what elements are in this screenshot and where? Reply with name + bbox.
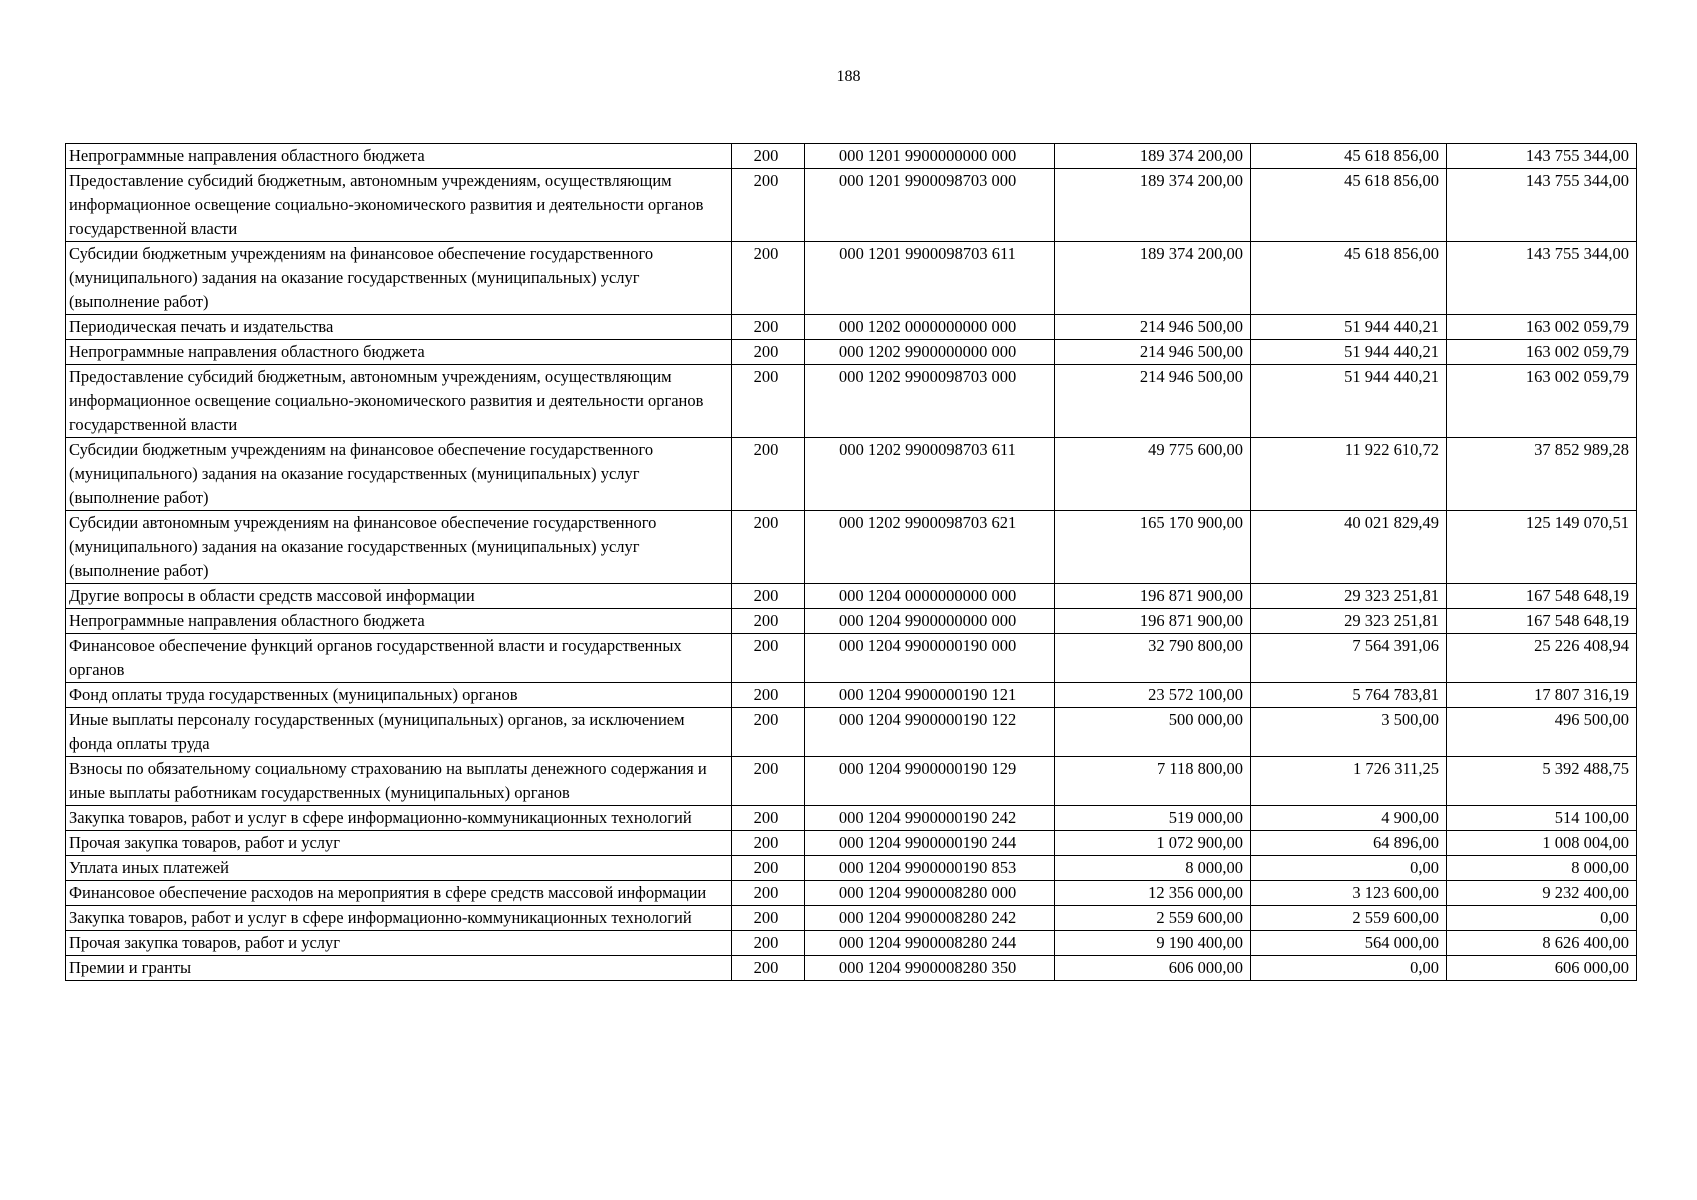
row-name-cell: Премии и гранты xyxy=(66,956,732,981)
row-approved-cell: 165 170 900,00 xyxy=(1055,511,1251,584)
table-row xyxy=(66,757,1637,806)
table-row xyxy=(66,831,1637,856)
row-unexecuted-cell: 163 002 059,79 xyxy=(1447,340,1637,365)
row-executed-cell: 7 564 391,06 xyxy=(1251,634,1447,683)
row-classification-cell: 000 1204 9900000190 129 xyxy=(805,757,1055,806)
row-approved-cell: 9 190 400,00 xyxy=(1055,931,1251,956)
row-classification-cell: 000 1204 9900008280 350 xyxy=(805,956,1055,981)
budget-table-body xyxy=(66,144,1637,981)
row-classification-cell: 000 1204 9900008280 242 xyxy=(805,906,1055,931)
table-row xyxy=(66,881,1637,906)
row-code-cell: 200 xyxy=(732,609,805,634)
row-executed-cell: 564 000,00 xyxy=(1251,931,1447,956)
row-name-cell: Непрограммные направления областного бюджета xyxy=(66,144,732,169)
row-executed-cell: 40 021 829,49 xyxy=(1251,511,1447,584)
row-executed-cell: 45 618 856,00 xyxy=(1251,169,1447,242)
row-executed-cell: 0,00 xyxy=(1251,856,1447,881)
row-classification-cell: 000 1204 0000000000 000 xyxy=(805,584,1055,609)
row-unexecuted-cell: 8 626 400,00 xyxy=(1447,931,1637,956)
row-executed-cell: 0,00 xyxy=(1251,956,1447,981)
row-unexecuted-cell: 0,00 xyxy=(1447,906,1637,931)
row-classification-cell: 000 1201 9900098703 000 xyxy=(805,169,1055,242)
budget-table xyxy=(65,143,1637,981)
row-executed-cell: 51 944 440,21 xyxy=(1251,340,1447,365)
row-executed-cell: 5 764 783,81 xyxy=(1251,683,1447,708)
row-name-cell: Периодическая печать и издательства xyxy=(66,315,732,340)
row-unexecuted-cell: 143 755 344,00 xyxy=(1447,169,1637,242)
row-name-cell: Закупка товаров, работ и услуг в сфере информационно-коммуникационных технологий xyxy=(66,806,732,831)
row-unexecuted-cell: 163 002 059,79 xyxy=(1447,365,1637,438)
row-approved-cell: 1 072 900,00 xyxy=(1055,831,1251,856)
row-unexecuted-cell: 37 852 989,28 xyxy=(1447,438,1637,511)
row-approved-cell: 196 871 900,00 xyxy=(1055,584,1251,609)
row-unexecuted-cell: 25 226 408,94 xyxy=(1447,634,1637,683)
row-approved-cell: 500 000,00 xyxy=(1055,708,1251,757)
row-approved-cell: 2 559 600,00 xyxy=(1055,906,1251,931)
row-name-cell: Предоставление субсидий бюджетным, автономным учреждениям, осуществляющим информационное освещение социально-экономического развития и деятельности органов государственной власти xyxy=(66,169,732,242)
row-approved-cell: 189 374 200,00 xyxy=(1055,242,1251,315)
row-executed-cell: 29 323 251,81 xyxy=(1251,609,1447,634)
row-classification-cell: 000 1202 9900000000 000 xyxy=(805,340,1055,365)
table-row xyxy=(66,856,1637,881)
row-code-cell: 200 xyxy=(732,584,805,609)
table-row xyxy=(66,634,1637,683)
row-name-cell: Финансовое обеспечение расходов на мероприятия в сфере средств массовой информации xyxy=(66,881,732,906)
row-classification-cell: 000 1202 9900098703 611 xyxy=(805,438,1055,511)
row-approved-cell: 214 946 500,00 xyxy=(1055,365,1251,438)
row-name-cell: Взносы по обязательному социальному страхованию на выплаты денежного содержания и иные выплаты работникам государственных (муниципальных) органов xyxy=(66,757,732,806)
row-approved-cell: 519 000,00 xyxy=(1055,806,1251,831)
row-name-cell: Иные выплаты персоналу государственных (муниципальных) органов, за исключением фонда оплаты труда xyxy=(66,708,732,757)
table-row xyxy=(66,708,1637,757)
row-approved-cell: 189 374 200,00 xyxy=(1055,144,1251,169)
row-unexecuted-cell: 496 500,00 xyxy=(1447,708,1637,757)
row-name-cell: Закупка товаров, работ и услуг в сфере информационно-коммуникационных технологий xyxy=(66,906,732,931)
row-executed-cell: 51 944 440,21 xyxy=(1251,315,1447,340)
row-unexecuted-cell: 9 232 400,00 xyxy=(1447,881,1637,906)
row-approved-cell: 23 572 100,00 xyxy=(1055,683,1251,708)
row-approved-cell: 8 000,00 xyxy=(1055,856,1251,881)
row-code-cell: 200 xyxy=(732,708,805,757)
row-unexecuted-cell: 606 000,00 xyxy=(1447,956,1637,981)
row-code-cell: 200 xyxy=(732,856,805,881)
table-row xyxy=(66,242,1637,315)
row-approved-cell: 606 000,00 xyxy=(1055,956,1251,981)
row-classification-cell: 000 1204 9900000190 000 xyxy=(805,634,1055,683)
table-row xyxy=(66,931,1637,956)
row-classification-cell: 000 1202 9900098703 621 xyxy=(805,511,1055,584)
row-name-cell: Прочая закупка товаров, работ и услуг xyxy=(66,831,732,856)
table-row xyxy=(66,511,1637,584)
row-name-cell: Уплата иных платежей xyxy=(66,856,732,881)
table-row xyxy=(66,584,1637,609)
row-executed-cell: 2 559 600,00 xyxy=(1251,906,1447,931)
row-code-cell: 200 xyxy=(732,634,805,683)
row-unexecuted-cell: 17 807 316,19 xyxy=(1447,683,1637,708)
table-row xyxy=(66,806,1637,831)
row-unexecuted-cell: 143 755 344,00 xyxy=(1447,144,1637,169)
row-classification-cell: 000 1204 9900000190 121 xyxy=(805,683,1055,708)
row-code-cell: 200 xyxy=(732,340,805,365)
row-code-cell: 200 xyxy=(732,956,805,981)
row-code-cell: 200 xyxy=(732,831,805,856)
row-code-cell: 200 xyxy=(732,365,805,438)
row-code-cell: 200 xyxy=(732,438,805,511)
table-row xyxy=(66,315,1637,340)
row-approved-cell: 214 946 500,00 xyxy=(1055,340,1251,365)
row-classification-cell: 000 1202 9900098703 000 xyxy=(805,365,1055,438)
table-row xyxy=(66,956,1637,981)
row-unexecuted-cell: 163 002 059,79 xyxy=(1447,315,1637,340)
row-unexecuted-cell: 143 755 344,00 xyxy=(1447,242,1637,315)
row-name-cell: Предоставление субсидий бюджетным, автономным учреждениям, осуществляющим информационное освещение социально-экономического развития и деятельности органов государственной власти xyxy=(66,365,732,438)
table-row xyxy=(66,144,1637,169)
row-name-cell: Финансовое обеспечение функций органов государственной власти и государственных органов xyxy=(66,634,732,683)
row-classification-cell: 000 1202 0000000000 000 xyxy=(805,315,1055,340)
row-code-cell: 200 xyxy=(732,242,805,315)
row-name-cell: Непрограммные направления областного бюджета xyxy=(66,609,732,634)
row-approved-cell: 32 790 800,00 xyxy=(1055,634,1251,683)
row-name-cell: Непрограммные направления областного бюджета xyxy=(66,340,732,365)
row-approved-cell: 196 871 900,00 xyxy=(1055,609,1251,634)
table-row xyxy=(66,609,1637,634)
row-code-cell: 200 xyxy=(732,511,805,584)
row-executed-cell: 3 123 600,00 xyxy=(1251,881,1447,906)
row-code-cell: 200 xyxy=(732,757,805,806)
row-code-cell: 200 xyxy=(732,315,805,340)
row-unexecuted-cell: 167 548 648,19 xyxy=(1447,609,1637,634)
row-code-cell: 200 xyxy=(732,931,805,956)
row-code-cell: 200 xyxy=(732,144,805,169)
row-executed-cell: 4 900,00 xyxy=(1251,806,1447,831)
row-code-cell: 200 xyxy=(732,169,805,242)
row-name-cell: Фонд оплаты труда государственных (муниципальных) органов xyxy=(66,683,732,708)
row-executed-cell: 45 618 856,00 xyxy=(1251,242,1447,315)
row-executed-cell: 51 944 440,21 xyxy=(1251,365,1447,438)
row-unexecuted-cell: 167 548 648,19 xyxy=(1447,584,1637,609)
row-name-cell: Другие вопросы в области средств массовой информации xyxy=(66,584,732,609)
table-row xyxy=(66,365,1637,438)
table-row xyxy=(66,906,1637,931)
row-classification-cell: 000 1204 9900000190 122 xyxy=(805,708,1055,757)
row-classification-cell: 000 1201 9900000000 000 xyxy=(805,144,1055,169)
row-executed-cell: 11 922 610,72 xyxy=(1251,438,1447,511)
row-name-cell: Субсидии бюджетным учреждениям на финансовое обеспечение государственного (муниципального) задания на оказание государственных (муниципальных) услуг (выполнение работ) xyxy=(66,438,732,511)
row-unexecuted-cell: 1 008 004,00 xyxy=(1447,831,1637,856)
row-unexecuted-cell: 125 149 070,51 xyxy=(1447,511,1637,584)
page-number: 188 xyxy=(836,68,861,85)
row-code-cell: 200 xyxy=(732,881,805,906)
row-executed-cell: 3 500,00 xyxy=(1251,708,1447,757)
row-classification-cell: 000 1204 9900008280 000 xyxy=(805,881,1055,906)
table-row xyxy=(66,169,1637,242)
row-code-cell: 200 xyxy=(732,806,805,831)
table-row xyxy=(66,438,1637,511)
row-name-cell: Субсидии автономным учреждениям на финансовое обеспечение государственного (муниципального) задания на оказание государственных (муниципальных) услуг (выполнение работ) xyxy=(66,511,732,584)
table-row xyxy=(66,683,1637,708)
row-approved-cell: 214 946 500,00 xyxy=(1055,315,1251,340)
row-executed-cell: 45 618 856,00 xyxy=(1251,144,1447,169)
row-name-cell: Прочая закупка товаров, работ и услуг xyxy=(66,931,732,956)
row-code-cell: 200 xyxy=(732,683,805,708)
row-executed-cell: 1 726 311,25 xyxy=(1251,757,1447,806)
row-executed-cell: 64 896,00 xyxy=(1251,831,1447,856)
row-classification-cell: 000 1204 9900000000 000 xyxy=(805,609,1055,634)
row-unexecuted-cell: 514 100,00 xyxy=(1447,806,1637,831)
row-classification-cell: 000 1201 9900098703 611 xyxy=(805,242,1055,315)
row-unexecuted-cell: 5 392 488,75 xyxy=(1447,757,1637,806)
table-row xyxy=(66,340,1637,365)
row-approved-cell: 12 356 000,00 xyxy=(1055,881,1251,906)
row-classification-cell: 000 1204 9900008280 244 xyxy=(805,931,1055,956)
row-classification-cell: 000 1204 9900000190 244 xyxy=(805,831,1055,856)
row-unexecuted-cell: 8 000,00 xyxy=(1447,856,1637,881)
row-executed-cell: 29 323 251,81 xyxy=(1251,584,1447,609)
row-classification-cell: 000 1204 9900000190 242 xyxy=(805,806,1055,831)
row-name-cell: Субсидии бюджетным учреждениям на финансовое обеспечение государственного (муниципального) задания на оказание государственных (муниципальных) услуг (выполнение работ) xyxy=(66,242,732,315)
row-approved-cell: 49 775 600,00 xyxy=(1055,438,1251,511)
row-code-cell: 200 xyxy=(732,906,805,931)
row-classification-cell: 000 1204 9900000190 853 xyxy=(805,856,1055,881)
row-approved-cell: 189 374 200,00 xyxy=(1055,169,1251,242)
row-approved-cell: 7 118 800,00 xyxy=(1055,757,1251,806)
